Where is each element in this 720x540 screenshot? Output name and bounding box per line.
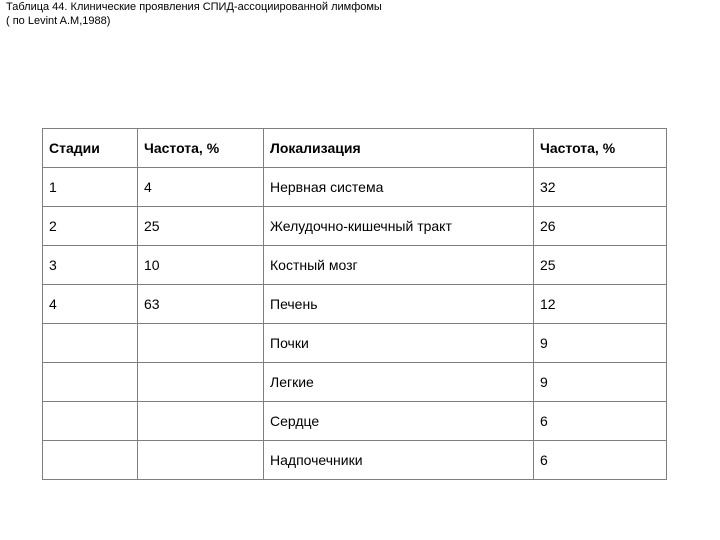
header-localization-frequency: Частота, % — [534, 129, 667, 168]
cell-stage: 4 — [43, 285, 138, 324]
table-row — [43, 168, 667, 207]
caption-title: Таблица 44. Клинические проявления СПИД-ассоциированной лимфомы — [6, 1, 382, 13]
cell-localization: Почки — [264, 324, 534, 363]
cell-localization-frequency: 6 — [534, 402, 667, 441]
cell-stage — [43, 441, 138, 480]
cell-stage-frequency — [138, 441, 264, 480]
table-caption — [6, 0, 382, 28]
header-localization: Локализация — [264, 129, 534, 168]
cell-localization-frequency: 12 — [534, 285, 667, 324]
cell-localization-frequency: 6 — [534, 441, 667, 480]
cell-stage — [43, 363, 138, 402]
cell-stage: 3 — [43, 246, 138, 285]
table-row — [43, 207, 667, 246]
cell-stage-frequency: 25 — [138, 207, 264, 246]
header-stage-frequency: Частота, % — [138, 129, 264, 168]
table-row — [43, 441, 667, 480]
cell-localization: Костный мозг — [264, 246, 534, 285]
cell-localization-frequency: 32 — [534, 168, 667, 207]
cell-stage: 1 — [43, 168, 138, 207]
table-row — [43, 285, 667, 324]
cell-localization-frequency: 25 — [534, 246, 667, 285]
table-row — [43, 402, 667, 441]
caption-source: ( по Levint A.M,1988) — [6, 15, 111, 27]
cell-localization: Надпочечники — [264, 441, 534, 480]
table-row — [43, 324, 667, 363]
table-row — [43, 363, 667, 402]
cell-localization: Печень — [264, 285, 534, 324]
cell-stage-frequency — [138, 324, 264, 363]
cell-localization: Сердце — [264, 402, 534, 441]
header-stages: Стадии — [43, 129, 138, 168]
cell-stage-frequency — [138, 363, 264, 402]
cell-stage: 2 — [43, 207, 138, 246]
table-row — [43, 246, 667, 285]
cell-stage-frequency: 63 — [138, 285, 264, 324]
cell-localization: Нервная система — [264, 168, 534, 207]
cell-localization-frequency: 9 — [534, 324, 667, 363]
cell-stage — [43, 402, 138, 441]
cell-stage — [43, 324, 138, 363]
table-header-row — [43, 129, 667, 168]
cell-localization: Легкие — [264, 363, 534, 402]
cell-stage-frequency: 10 — [138, 246, 264, 285]
lymphoma-manifestations-table — [42, 128, 667, 480]
cell-stage-frequency — [138, 402, 264, 441]
cell-localization: Желудочно-кишечный тракт — [264, 207, 534, 246]
cell-stage-frequency: 4 — [138, 168, 264, 207]
cell-localization-frequency: 9 — [534, 363, 667, 402]
cell-localization-frequency: 26 — [534, 207, 667, 246]
